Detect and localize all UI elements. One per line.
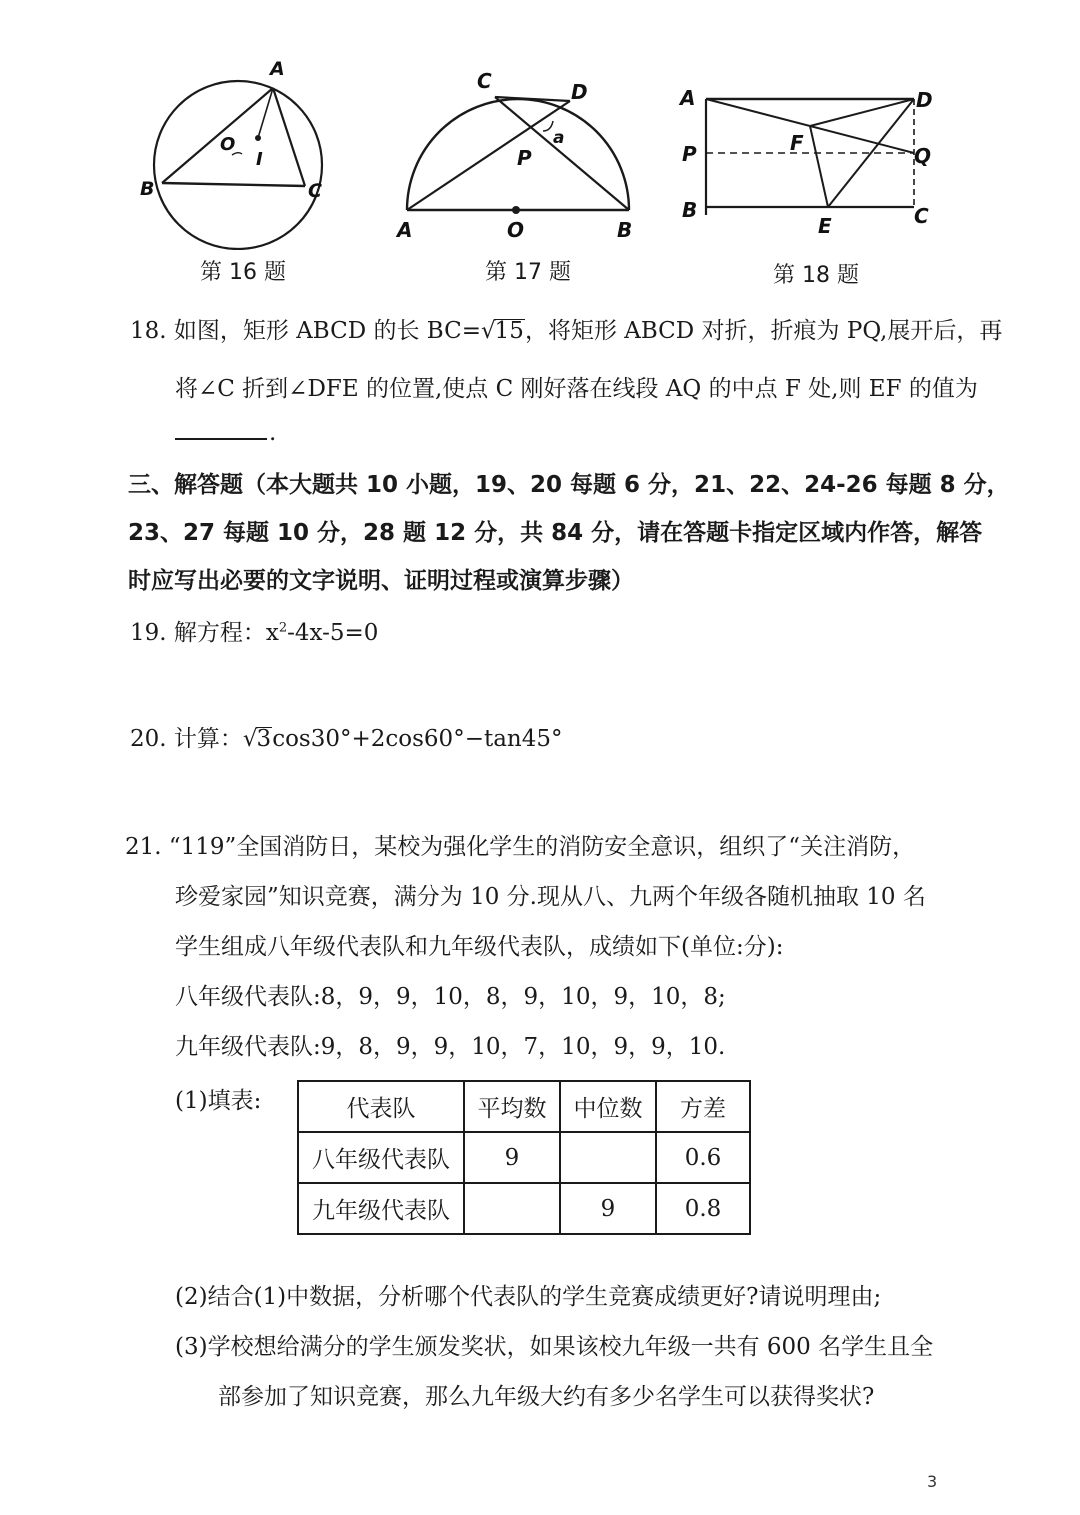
point-label: C	[914, 204, 929, 228]
figure-18	[678, 55, 940, 288]
q18-line1: 18. 如图，矩形 ABCD 的长 BC=√15，将矩形 ABCD 对折，折痕为 PQ,展开后，再	[130, 318, 1003, 344]
table-cell: 0.8	[656, 1183, 750, 1234]
figure-16-diagram	[140, 55, 340, 250]
figure-caption: 第 18 题	[773, 263, 859, 288]
point-label: B	[682, 198, 698, 222]
q21-grade9-scores: 九年级代表队:9，8，9，9，10，7，10，9，9，10.	[175, 1034, 726, 1060]
table-row	[298, 1183, 750, 1234]
figure-caption: 第 16 题	[200, 260, 286, 285]
q20-text: cos30°+2cos60°−tan45°	[272, 726, 563, 752]
table-header: 方差	[656, 1081, 750, 1132]
point-label: I	[256, 149, 263, 170]
point-label: O	[507, 218, 525, 242]
section3-line1: 三、解答题（本大题共 10 小题，19、20 每题 6 分，21、22、24-26 每题 8 分，	[128, 472, 1010, 498]
q21-line3: 学生组成八年级代表队和九年级代表队，成绩如下(单位:分):	[175, 934, 784, 960]
table-cell: 9	[560, 1183, 656, 1234]
page-number: 3	[927, 1472, 938, 1491]
q21-part3-line1: (3)学校想给满分的学生颁发奖状，如果该校九年级一共有 600 名学生且全	[175, 1334, 934, 1360]
table-cell: 八年级代表队	[298, 1132, 464, 1183]
point-label: B	[140, 178, 155, 200]
q21-part3-line2: 部参加了知识竞赛，那么九年级大约有多少名学生可以获得奖状?	[218, 1384, 875, 1410]
table-row	[298, 1132, 750, 1183]
point-label: Q	[914, 144, 932, 168]
figure-17-diagram	[395, 55, 645, 250]
q21-part2: (2)结合(1)中数据，分析哪个代表队的学生竞赛成绩更好?请说明理由;	[175, 1284, 882, 1310]
section3-line3: 时应写出必要的文字说明、证明过程或演算步骤）	[128, 568, 634, 594]
table-cell: 0.6	[656, 1132, 750, 1183]
figure-caption: 第 17 题	[485, 260, 571, 285]
q19-exponent: 2	[278, 620, 288, 636]
point-label: C	[308, 180, 322, 202]
point-label: F	[790, 131, 804, 155]
point-label: D	[571, 80, 588, 104]
q18-line3	[175, 420, 276, 446]
q20-text: 20. 计算：	[130, 726, 243, 752]
sqrt-value: 3	[256, 726, 272, 752]
point-label: P	[682, 142, 697, 166]
answer-blank	[175, 420, 267, 440]
q18-text: ，将矩形 ABCD 对折，折痕为 PQ,展开后，再	[524, 318, 1003, 344]
table-cell: 九年级代表队	[298, 1183, 464, 1234]
point-label: O	[220, 134, 236, 155]
table-header: 中位数	[560, 1081, 656, 1132]
table-cell: 9	[464, 1132, 560, 1183]
point-label: A	[270, 58, 285, 80]
figure-18-diagram	[678, 55, 940, 250]
q18-line2: 将∠C 折到∠DFE 的位置,使点 C 刚好落在线段 AQ 的中点 F 处,则 EF 的值为	[175, 376, 978, 402]
figure-17	[395, 55, 645, 285]
table-cell-blank	[464, 1183, 560, 1234]
table-header-row	[298, 1081, 750, 1132]
q19	[130, 614, 378, 647]
score-table	[297, 1080, 751, 1235]
point-label: D	[916, 88, 933, 112]
table-header: 平均数	[464, 1081, 560, 1132]
sqrt-value: 15	[494, 318, 524, 344]
q18-period: .	[269, 420, 277, 446]
point-label: C	[477, 69, 492, 93]
table-cell-blank	[560, 1132, 656, 1183]
q21-line1: 21. “119”全国消防日，某校为强化学生的消防安全意识，组织了“关注消防，	[125, 834, 916, 860]
table-header: 代表队	[298, 1081, 464, 1132]
point-label: B	[617, 218, 633, 242]
point-label: E	[818, 214, 832, 238]
q21-line2: 珍爱家园”知识竞赛，满分为 10 分.现从八、九两个年级各随机抽取 10 名	[175, 884, 926, 910]
point-label: A	[680, 86, 696, 110]
q21-part1-label: (1)填表:	[175, 1088, 262, 1114]
q19-text: -4x-5=0	[287, 620, 379, 646]
figure-16	[140, 55, 340, 285]
q19-text: 19. 解方程：x	[130, 620, 279, 646]
point-label: a	[553, 128, 565, 148]
q18-text: 18. 如图，矩形 ABCD 的长 BC=	[130, 318, 481, 344]
q20: 20. 计算：√3cos30°+2cos60°−tan45°	[130, 726, 563, 752]
q21-grade8-scores: 八年级代表队:8，9，9，10，8，9，10，9，10，8;	[175, 984, 726, 1010]
point-label: A	[397, 218, 413, 242]
section3-line2: 23、27 每题 10 分，28 题 12 分，共 84 分，请在答题卡指定区域内作答，解答	[128, 520, 983, 546]
point-label: P	[517, 146, 532, 170]
